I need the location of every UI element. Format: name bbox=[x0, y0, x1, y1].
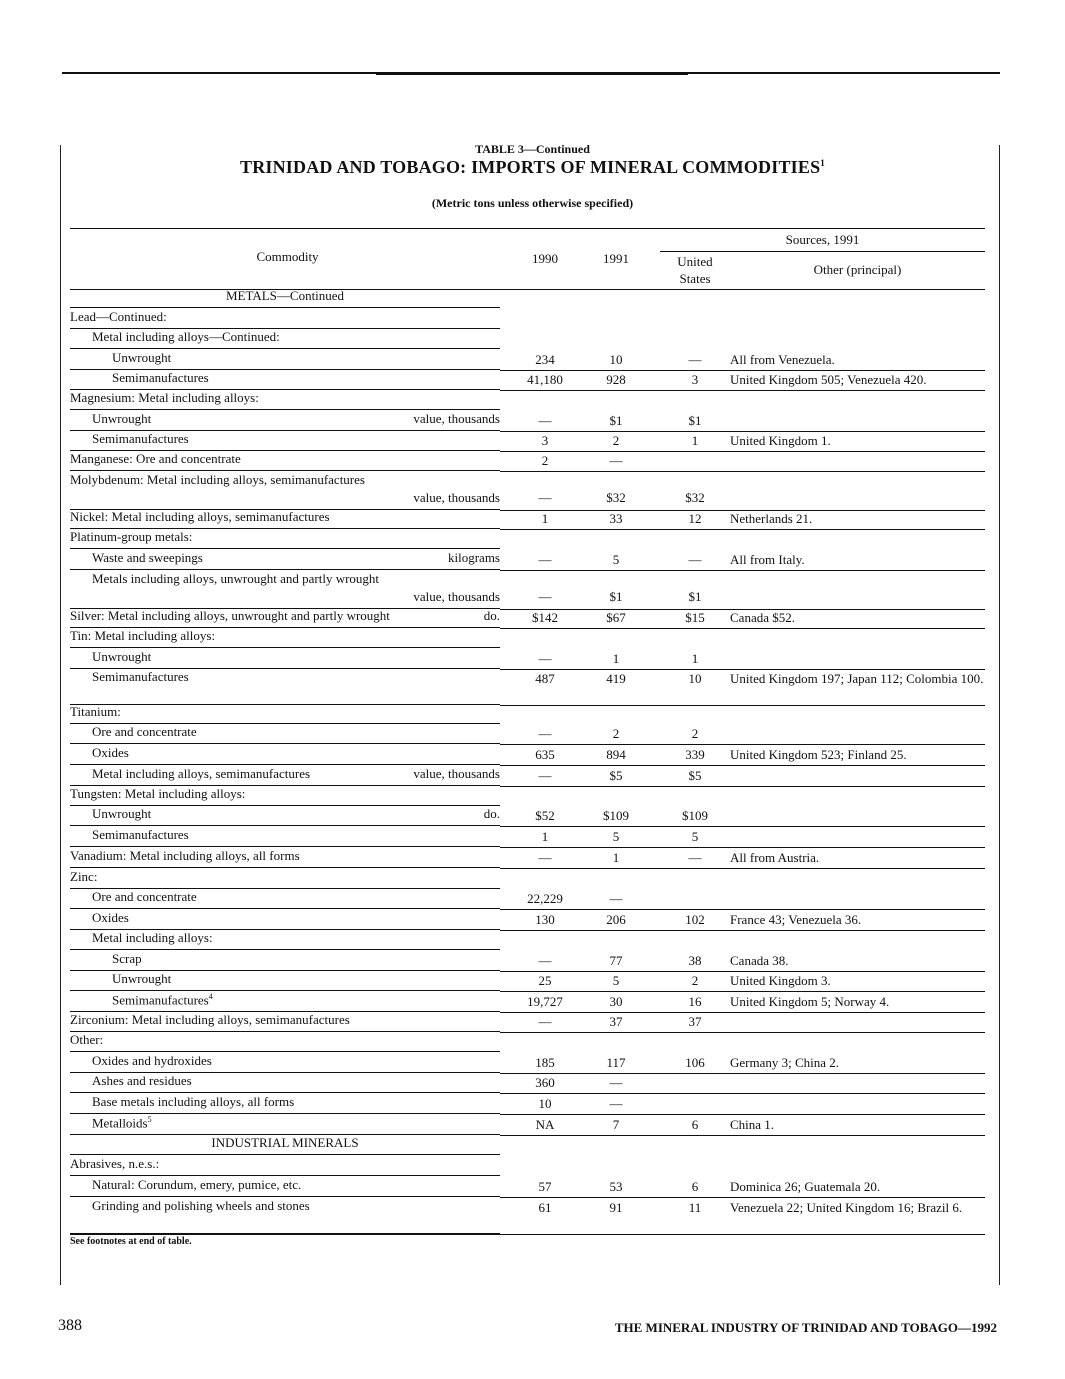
value-1991: 37 bbox=[609, 1014, 623, 1029]
commodity-label: Unwrought bbox=[112, 971, 172, 986]
row-rule-values bbox=[500, 991, 985, 992]
commodity-label: Base metals including alloys, all forms bbox=[92, 1094, 295, 1109]
value-united-states: 10 bbox=[688, 671, 702, 686]
value-united-states: 6 bbox=[691, 1117, 699, 1132]
value-united-states: 2 bbox=[691, 726, 699, 741]
row-rule-values bbox=[500, 431, 985, 432]
row-rule-values bbox=[500, 628, 985, 629]
commodity-label: Semimanufactures bbox=[92, 827, 189, 842]
table-subtitle: (Metric tons unless otherwise specified) bbox=[431, 196, 634, 210]
value-united-states: $109 bbox=[682, 808, 708, 823]
running-title: THE MINERAL INDUSTRY OF TRINIDAD AND TOBAGO—1992 bbox=[614, 1320, 997, 1335]
value-united-states: 5 bbox=[691, 829, 699, 844]
unit-label: kilograms bbox=[448, 550, 500, 565]
value-1990: 41,180 bbox=[527, 372, 563, 387]
commodity-label: Tin: Metal including alloys: bbox=[70, 628, 216, 643]
value-united-states: 16 bbox=[688, 994, 702, 1009]
value-1990: 185 bbox=[535, 1055, 555, 1070]
value-1991: $32 bbox=[606, 490, 626, 505]
value-1991: 1 bbox=[612, 651, 620, 666]
value-united-states: — bbox=[688, 352, 702, 367]
value-united-states: 2 bbox=[691, 973, 699, 988]
row-rule-values bbox=[500, 1135, 985, 1136]
commodity-label: Magnesium: Metal including alloys: bbox=[70, 390, 259, 405]
row-rule bbox=[70, 1175, 500, 1176]
commodity-label: Silver: Metal including alloys, unwrought and partly wrought bbox=[70, 608, 390, 623]
commodity-label: Metal including alloys—Continued: bbox=[92, 329, 280, 344]
row-rule-values bbox=[500, 1032, 985, 1033]
value-1990: — bbox=[538, 651, 552, 666]
value-1991: 53 bbox=[609, 1179, 623, 1194]
label-footnote: 5 bbox=[147, 1115, 152, 1124]
row-rule-values bbox=[500, 705, 985, 706]
commodity-label: Zirconium: Metal including alloys, semimanufactures bbox=[70, 1012, 350, 1027]
col-commodity: Commodity bbox=[256, 249, 319, 264]
value-1990: 130 bbox=[535, 912, 555, 927]
value-1991: 10 bbox=[609, 352, 623, 367]
col-us-line1: United bbox=[677, 254, 713, 269]
row-rule-values bbox=[500, 370, 985, 371]
row-rule bbox=[70, 548, 500, 549]
row-rule bbox=[70, 1196, 500, 1197]
table-label: TABLE 3—Continued bbox=[475, 142, 590, 156]
value-1991: 5 bbox=[612, 973, 620, 988]
value-united-states: 37 bbox=[688, 1014, 702, 1029]
value-1991: $67 bbox=[606, 610, 626, 625]
commodity-label: Ore and concentrate bbox=[92, 889, 197, 904]
row-rule-values bbox=[500, 971, 985, 972]
commodity-label: Unwrought bbox=[92, 411, 152, 426]
row-rule bbox=[70, 846, 500, 847]
value-1991: 91 bbox=[609, 1200, 623, 1215]
commodity-label: Manganese: Ore and concentrate bbox=[70, 451, 241, 466]
value-united-states: 38 bbox=[688, 953, 702, 968]
commodity-label: Unwrought bbox=[92, 649, 152, 664]
commodity-label: Lead—Continued: bbox=[70, 309, 167, 324]
value-1990: — bbox=[538, 490, 552, 505]
value-1990: 25 bbox=[538, 973, 552, 988]
unit-label: value, thousands bbox=[413, 490, 500, 505]
other-sources: Canada 38. bbox=[730, 953, 789, 968]
value-1990: 360 bbox=[535, 1075, 555, 1090]
value-1991: — bbox=[609, 1096, 623, 1111]
value-1990: — bbox=[538, 768, 552, 783]
value-1991: 5 bbox=[612, 552, 620, 567]
commodity-label: Semimanufactures bbox=[92, 431, 189, 446]
value-1991: $109 bbox=[603, 808, 629, 823]
value-1990: 3 bbox=[541, 433, 549, 448]
commodity-label: Platinum-group metals: bbox=[70, 529, 193, 544]
value-1991: 1 bbox=[612, 850, 620, 865]
value-1990: 10 bbox=[538, 1096, 552, 1111]
unit-label: value, thousands bbox=[413, 766, 500, 781]
row-rule-values bbox=[500, 1093, 985, 1094]
value-1991: 5 bbox=[612, 829, 620, 844]
value-1990: 57 bbox=[538, 1179, 552, 1194]
row-rule bbox=[70, 1051, 500, 1052]
value-1990: 635 bbox=[535, 747, 555, 762]
commodity-label: Ore and concentrate bbox=[92, 724, 197, 739]
value-1991: 117 bbox=[606, 1055, 626, 1070]
section-label: INDUSTRIAL MINERALS bbox=[211, 1135, 359, 1150]
header-top-rule bbox=[70, 228, 985, 229]
row-rule-values bbox=[500, 529, 985, 530]
row-rule bbox=[70, 908, 500, 909]
value-1990: 61 bbox=[538, 1200, 552, 1215]
value-1991: $1 bbox=[609, 413, 623, 428]
commodity-label: Ashes and residues bbox=[92, 1073, 192, 1088]
row-rule bbox=[70, 825, 500, 826]
row-rule bbox=[70, 569, 500, 570]
col-us-line2: States bbox=[679, 271, 711, 286]
value-united-states: 106 bbox=[685, 1055, 705, 1070]
row-rule-values bbox=[500, 1012, 985, 1013]
value-1991: — bbox=[609, 1075, 623, 1090]
row-rule bbox=[70, 1092, 500, 1093]
value-united-states: $5 bbox=[688, 768, 702, 783]
value-1991: 2 bbox=[612, 433, 620, 448]
commodity-label: Vanadium: Metal including alloys, all forms bbox=[70, 848, 300, 863]
row-rule bbox=[70, 348, 500, 349]
row-rule-values bbox=[500, 451, 985, 452]
value-1990: 1 bbox=[541, 511, 549, 526]
commodity-label: Metal including alloys, semimanufactures bbox=[92, 766, 311, 781]
other-sources: All from Venezuela. bbox=[730, 352, 835, 367]
value-1991: 7 bbox=[612, 1117, 620, 1132]
value-1990: — bbox=[538, 552, 552, 567]
value-1990: 487 bbox=[535, 671, 555, 686]
commodity-label: Oxides and hydroxides bbox=[92, 1053, 212, 1068]
value-united-states: $32 bbox=[685, 490, 705, 505]
row-rule-values bbox=[500, 744, 985, 745]
value-united-states: — bbox=[688, 850, 702, 865]
row-rule-values bbox=[500, 909, 985, 910]
section-label: METALS—Continued bbox=[225, 288, 345, 303]
value-1990: — bbox=[538, 726, 552, 741]
value-1990: — bbox=[538, 953, 552, 968]
row-rule-values bbox=[500, 765, 985, 766]
value-1990: 1 bbox=[541, 829, 549, 844]
value-united-states: 1 bbox=[691, 433, 699, 448]
value-1990: — bbox=[538, 1014, 552, 1029]
value-1991: 419 bbox=[606, 671, 626, 686]
page-number: 388 bbox=[58, 1317, 82, 1334]
table-title bbox=[0, 157, 1065, 178]
value-1990: NA bbox=[535, 1117, 555, 1132]
value-1990: $52 bbox=[535, 808, 555, 823]
other-sources: Canada $52. bbox=[730, 610, 795, 625]
row-rule-values bbox=[500, 826, 985, 827]
row-rule bbox=[70, 409, 500, 410]
value-1991: 77 bbox=[609, 953, 623, 968]
commodity-label: Semimanufactures$^4$ bbox=[112, 992, 213, 1008]
commodity-label: Unwrought bbox=[92, 806, 152, 821]
row-rule bbox=[70, 470, 500, 471]
value-united-states: 3 bbox=[691, 372, 699, 387]
commodity-label: Waste and sweepings bbox=[92, 550, 203, 565]
value-1990: — bbox=[538, 850, 552, 865]
commodity-label: Tungsten: Metal including alloys: bbox=[70, 786, 246, 801]
row-rule-values bbox=[500, 930, 985, 931]
other-sources: United Kingdom 505; Venezuela 420. bbox=[730, 372, 927, 387]
col-sources: Sources, 1991 bbox=[785, 232, 860, 247]
commodity-label: Nickel: Metal including alloys, semimanufactures bbox=[70, 509, 330, 524]
row-rule bbox=[70, 990, 500, 991]
other-sources: China 1. bbox=[730, 1117, 775, 1132]
row-rule bbox=[70, 307, 500, 308]
row-rule bbox=[70, 764, 500, 765]
other-sources: United Kingdom 3. bbox=[730, 973, 831, 988]
commodity-label: Semimanufactures bbox=[92, 669, 189, 684]
other-sources: Netherlands 21. bbox=[730, 511, 813, 526]
value-1990: — bbox=[538, 413, 552, 428]
value-united-states: 102 bbox=[685, 912, 705, 927]
commodity-label: Titanium: bbox=[70, 704, 121, 719]
value-united-states: 6 bbox=[691, 1179, 699, 1194]
other-sources: United Kingdom 197; Japan 112; Colombia 100. bbox=[730, 671, 984, 686]
col-1990: 1990 bbox=[532, 251, 558, 266]
commodity-label: Metal including alloys: bbox=[92, 930, 213, 945]
other-sources: United Kingdom 5; Norway 4. bbox=[730, 994, 890, 1009]
value-united-states: 11 bbox=[688, 1200, 702, 1215]
value-1991: 33 bbox=[609, 511, 623, 526]
other-sources: Germany 3; China 2. bbox=[730, 1055, 840, 1070]
left-margin-line bbox=[60, 145, 61, 1285]
row-rule bbox=[70, 867, 500, 868]
row-rule-values bbox=[500, 1073, 985, 1074]
row-rule bbox=[70, 1031, 500, 1032]
value-1991: — bbox=[609, 891, 623, 906]
unit-label: do. bbox=[483, 608, 500, 623]
row-rule-values bbox=[500, 786, 985, 787]
other-sources: All from Italy. bbox=[730, 552, 805, 567]
row-rule-values bbox=[500, 1114, 985, 1115]
value-1991: 928 bbox=[606, 372, 626, 387]
value-1991: 206 bbox=[606, 912, 626, 927]
value-1991: $5 bbox=[609, 768, 623, 783]
value-1990: $142 bbox=[532, 610, 558, 625]
commodity-label: Natural: Corundum, emery, pumice, etc. bbox=[92, 1177, 302, 1192]
row-rule bbox=[70, 949, 500, 950]
value-united-states: $1 bbox=[688, 589, 702, 604]
row-rule bbox=[70, 1154, 500, 1155]
value-1991: 30 bbox=[609, 994, 623, 1009]
value-1990: 22,229 bbox=[527, 891, 563, 906]
unit-label: do. bbox=[483, 806, 500, 821]
value-united-states: $15 bbox=[685, 610, 705, 625]
commodity-label: Metals including alloys, unwrought and partly wrought bbox=[92, 571, 380, 586]
commodity-label: Scrap bbox=[112, 951, 142, 966]
row-rule bbox=[70, 743, 500, 744]
other-sources: Venezuela 22; United Kingdom 16; Brazil 6. bbox=[730, 1200, 963, 1215]
row-rule-values bbox=[500, 570, 985, 571]
commodity-label: Grinding and polishing wheels and stones bbox=[92, 1198, 310, 1213]
commodity-label: Molybdenum: Metal including alloys, semimanufactures bbox=[70, 472, 365, 487]
top-rule-thick bbox=[376, 72, 688, 75]
commodity-label: Unwrought bbox=[112, 350, 172, 365]
commodity-label: Zinc: bbox=[70, 869, 98, 884]
value-united-states: 1 bbox=[691, 651, 699, 666]
row-rule-values bbox=[500, 847, 985, 848]
row-rule bbox=[70, 1113, 500, 1114]
value-1991: — bbox=[609, 453, 623, 468]
commodity-label: Oxides bbox=[92, 910, 129, 925]
row-rule-values bbox=[500, 868, 985, 869]
unit-label: value, thousands bbox=[413, 411, 500, 426]
right-margin-line bbox=[999, 145, 1000, 1285]
other-sources: United Kingdom 1. bbox=[730, 433, 831, 448]
row-rule-values bbox=[500, 471, 985, 472]
table-title-text: TRINIDAD AND TOBAGO: IMPORTS OF MINERAL COMMODITIES bbox=[240, 157, 821, 177]
value-1991: $1 bbox=[609, 589, 623, 604]
commodity-label: Other: bbox=[70, 1032, 104, 1047]
value-1991: 894 bbox=[606, 747, 626, 762]
other-sources: United Kingdom 523; Finland 25. bbox=[730, 747, 907, 762]
value-1991: 2 bbox=[612, 726, 620, 741]
commodity-label: Abrasives, n.e.s.: bbox=[70, 1156, 160, 1171]
commodity-label: Metalloids$^5$ bbox=[92, 1115, 152, 1131]
commodity-label: Semimanufactures bbox=[112, 370, 209, 385]
row-rule-values bbox=[500, 1197, 985, 1198]
row-rule-values bbox=[500, 390, 985, 391]
other-sources: France 43; Venezuela 36. bbox=[730, 912, 862, 927]
other-sources: All from Austria. bbox=[730, 850, 820, 865]
value-1990: — bbox=[538, 589, 552, 604]
value-1990: 234 bbox=[535, 352, 555, 367]
table-title-footnote: 1 bbox=[820, 158, 825, 168]
col-1991: 1991 bbox=[603, 251, 629, 266]
unit-label: value, thousands bbox=[413, 589, 500, 604]
row-rule bbox=[70, 647, 500, 648]
row-rule-values bbox=[500, 669, 985, 670]
value-united-states: 339 bbox=[685, 747, 705, 762]
row-rule bbox=[70, 704, 500, 705]
other-sources: Dominica 26; Guatemala 20. bbox=[730, 1179, 881, 1194]
value-1990: 19,727 bbox=[527, 994, 563, 1009]
value-1990: 2 bbox=[541, 453, 549, 468]
sources-rule bbox=[660, 251, 985, 252]
footnote: See footnotes at end of table. bbox=[70, 1236, 192, 1247]
table-bottom-rule bbox=[70, 1234, 985, 1235]
value-united-states: — bbox=[688, 552, 702, 567]
col-other: Other (principal) bbox=[813, 262, 902, 277]
label-footnote: 4 bbox=[208, 992, 213, 1001]
value-united-states: 12 bbox=[688, 511, 702, 526]
value-united-states: $1 bbox=[688, 413, 702, 428]
commodity-label: Oxides bbox=[92, 745, 129, 760]
